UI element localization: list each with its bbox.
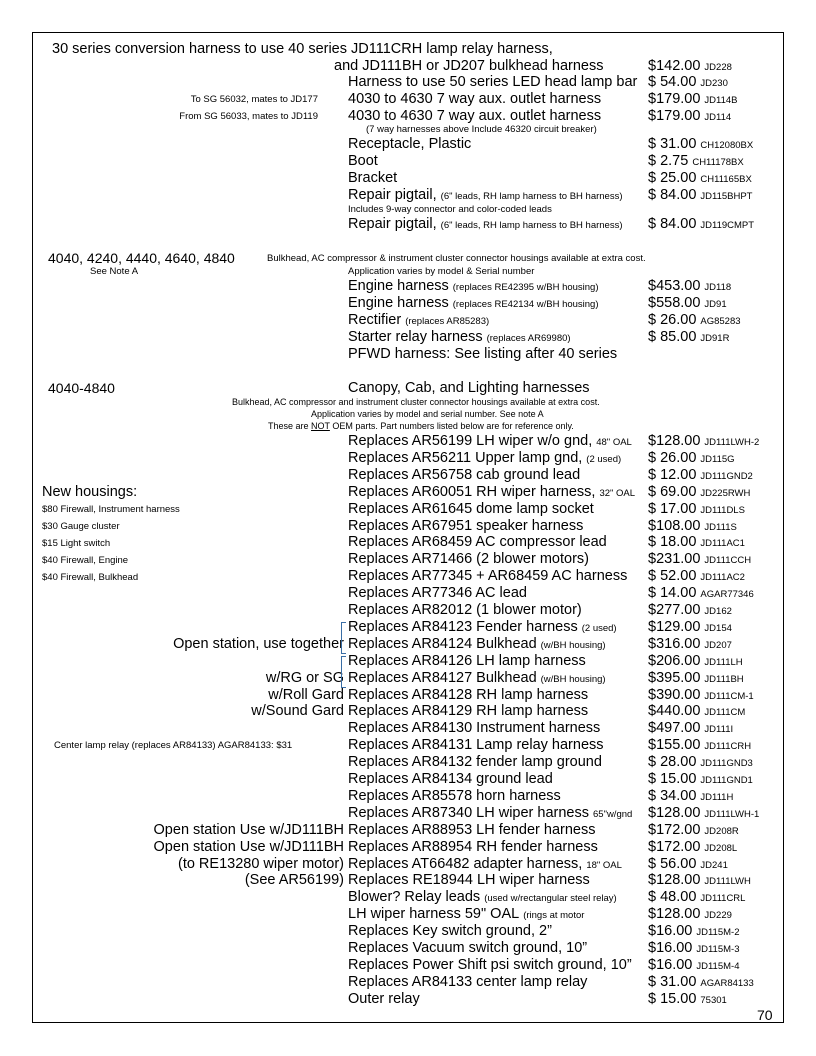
item-price: $ 15.00 JD111GND1 — [648, 771, 753, 787]
application-note: Application varies by model & Serial number — [348, 266, 535, 277]
item-description: Replaces AR84132 fender lamp ground — [348, 754, 602, 770]
section-note: Bulkhead, AC compressor & instrument cluster connector housings available at extra cost. — [267, 253, 646, 264]
item-note: (w/BH housing) — [540, 640, 606, 651]
item-code: CH11178BX — [692, 157, 744, 168]
item-description: Harness to use 50 series LED head lamp bar — [348, 74, 638, 90]
item-price: $440.00 JD111CM — [648, 703, 746, 719]
item-description: Replaces AR84130 Instrument harness — [348, 720, 601, 736]
group-bracket — [341, 656, 346, 688]
item-price: $316.00 JD207 — [648, 636, 732, 652]
item-code: JD111CM — [704, 707, 746, 718]
item-price: $453.00 JD118 — [648, 278, 732, 294]
item-code: JD208L — [704, 843, 738, 854]
item-price: $395.00 JD111BH — [648, 670, 744, 686]
item-code: JD111CRH — [704, 741, 752, 752]
item-description: Replaces AT66482 adapter harness, 18" OAL — [348, 856, 622, 872]
item-code: 75301 — [700, 995, 727, 1006]
item-note: (2 used) — [586, 454, 622, 465]
item-code: JD91R — [700, 333, 730, 344]
item-price: $ 14.00 AGAR77346 — [648, 585, 754, 601]
item-description: Replaces AR84129 RH lamp harness — [348, 703, 589, 719]
item-price: $ 84.00 JD119CMPT — [648, 216, 755, 232]
item-price: $ 48.00 JD111CRL — [648, 889, 746, 905]
item-description: Rectifier (replaces AR85283) — [348, 312, 490, 328]
item-price: $ 31.00 CH12080BX — [648, 136, 754, 152]
item-note: (replaces RE42395 w/BH housing) — [452, 282, 599, 293]
section-heading: Canopy, Cab, and Lighting harnesses — [348, 380, 590, 396]
item-code: JD111AC2 — [700, 572, 745, 583]
row-left-label: w/Sound Gard — [251, 703, 344, 719]
item-description: Replaces AR68459 AC compressor lead — [348, 534, 607, 550]
item-description: Replaces AR84124 Bulkhead (w/BH housing) — [348, 636, 606, 652]
row-left-label: (See AR56199) — [244, 872, 344, 888]
group-bracket — [341, 622, 346, 654]
item-price: $16.00 JD115M-4 — [648, 957, 740, 973]
item-code: JD115M-2 — [696, 927, 740, 938]
item-note: (6" leads, RH lamp harness to BH harness) — [440, 191, 623, 202]
item-description: Replaces AR84123 Fender harness (2 used) — [348, 619, 617, 635]
row-left-label: (to RE13280 wiper motor) — [177, 856, 344, 872]
item-code: JD241 — [700, 860, 728, 871]
item-code: JD111S — [704, 522, 737, 533]
header-line-1: 30 series conversion harness to use 40 series JD111CRH lamp relay harness, — [52, 41, 553, 57]
item-price: $128.00 JD111LWH — [648, 872, 751, 888]
item-price: $206.00 JD111LH — [648, 653, 743, 669]
item-code: JD119CMPT — [700, 220, 755, 231]
item-description: Receptacle, Plastic — [348, 136, 472, 152]
item-code: JD115M-3 — [696, 944, 740, 955]
item-note: 65"w/gnd — [593, 809, 633, 820]
item-description: Replaces AR77346 AC lead — [348, 585, 527, 601]
item-code: JD111LWH — [704, 876, 751, 887]
item-description: Replaces AR84131 Lamp relay harness — [348, 737, 604, 753]
item-description: Repair pigtail, (6" leads, RH lamp harness to BH harness) — [348, 187, 623, 203]
item-price: $ 31.00 AGAR84133 — [648, 974, 754, 990]
item-note: (replaces RE42134 w/BH housing) — [452, 299, 599, 310]
section-title: 4040-4840 — [48, 380, 115, 396]
note-text: OEM parts. Part numbers listed below are for reference only. — [329, 421, 574, 431]
item-description: Replaces AR84128 RH lamp harness — [348, 687, 589, 703]
item-code: JD111DLS — [700, 505, 745, 516]
item-description: Replaces AR82012 (1 blower motor) — [348, 602, 582, 618]
item-code: JD154 — [704, 623, 732, 634]
item-note: 32" OAL — [599, 488, 636, 499]
item-description: Starter relay harness (replaces AR69980) — [348, 329, 571, 345]
item-description: Replaces AR60051 RH wiper harness, 32" OAL — [348, 484, 636, 500]
see-note: See Note A — [90, 266, 139, 277]
note-not: NOT — [311, 421, 330, 431]
row-left-label: Open station, use together — [173, 636, 344, 652]
item-code: JD118 — [704, 282, 732, 293]
item-note: (replaces AR85283) — [405, 316, 490, 327]
item-price: $155.00 JD111CRH — [648, 737, 752, 753]
item-price: $179.00 JD114B — [648, 91, 738, 107]
housing-item: $30 Gauge cluster — [42, 521, 120, 532]
item-price: $172.00 JD208R — [648, 822, 739, 838]
item-price: $179.00 JD114 — [648, 108, 732, 124]
item-code: JD111LH — [704, 657, 743, 668]
item-price: $108.00 JD111S — [648, 518, 737, 534]
item-note: (6" leads, RH lamp harness to BH harness) — [440, 220, 623, 231]
item-price: $ 34.00 JD111H — [648, 788, 734, 804]
subnote-2: Includes 9-way connector and color-coded leads — [348, 204, 552, 215]
housing-item: $80 Firewall, Instrument harness — [42, 504, 180, 515]
item-description: Replaces AR77345 + AR68459 AC harness — [348, 568, 628, 584]
row-left-label: w/Roll Gard — [268, 687, 344, 703]
item-description: Outer relay — [348, 991, 420, 1007]
item-description: Replaces Key switch ground, 2” — [348, 923, 552, 939]
item-description: Replaces AR56211 Upper lamp gnd, (2 used) — [348, 450, 622, 466]
item-code: JD111LWH-1 — [704, 809, 760, 820]
item-description: Replaces AR85578 horn harness — [348, 788, 561, 804]
item-price: $ 56.00 JD241 — [648, 856, 728, 872]
row-left-label: Open station Use w/JD111BH — [153, 839, 344, 855]
item-price: $ 15.00 75301 — [648, 991, 727, 1007]
housing-item: $40 Firewall, Engine — [42, 555, 129, 566]
item-note: (rings at motor — [523, 910, 585, 921]
item-price: $231.00 JD111CCH — [648, 551, 752, 567]
item-description: 4030 to 4630 7 way aux. outlet harness — [348, 108, 602, 124]
item-note: (replaces AR69980) — [486, 333, 571, 344]
item-price: $ 26.00 JD115G — [648, 450, 735, 466]
item-description: Replaces AR71466 (2 blower motors) — [348, 551, 589, 567]
item-code: JD207 — [704, 640, 732, 651]
item-price: $497.00 JD111I — [648, 720, 734, 736]
item-price: $128.00 JD229 — [648, 906, 732, 922]
item-code: JD111GND3 — [700, 758, 753, 769]
section-note-2: Application varies by model and serial number. See note A — [311, 409, 544, 419]
item-price: $ 26.00 AG85283 — [648, 312, 741, 328]
item-price: $ 12.00 JD111GND2 — [648, 467, 753, 483]
row-left-label: w/RG or SG — [265, 670, 344, 686]
row-left-label: Open station Use w/JD111BH — [153, 822, 344, 838]
item-price: $ 17.00 JD111DLS — [648, 501, 745, 517]
item-description: Replaces Vacuum switch ground, 10” — [348, 940, 588, 956]
item-code: JD111GND2 — [700, 471, 753, 482]
item-price: $ 28.00 JD111GND3 — [648, 754, 753, 770]
item-price: $ 25.00 CH11165BX — [648, 170, 752, 186]
item-price: $ 52.00 JD111AC2 — [648, 568, 745, 584]
item-description: Repair pigtail, (6" leads, RH lamp harness to BH harness) — [348, 216, 623, 232]
housing-item: $15 Light switch — [42, 538, 111, 549]
center-lamp-note: Center lamp relay (replaces AR84133) AGAR84133: $31 — [54, 740, 293, 751]
item-code: CH11165BX — [700, 174, 752, 185]
item-price: $ 18.00 JD111AC1 — [648, 534, 745, 550]
item-code: JD115M-4 — [696, 961, 740, 972]
item-description: Replaces Power Shift psi switch ground, 10” — [348, 957, 632, 973]
item-code: JD111GND1 — [700, 775, 753, 786]
item-description: Engine harness (replaces RE42134 w/BH housing) — [348, 295, 599, 311]
item-code: AGAR77346 — [700, 589, 754, 600]
item-code: JD111H — [700, 792, 734, 803]
item-code: JD111BH — [704, 674, 744, 685]
item-price: $142.00 JD228 — [648, 58, 732, 74]
item-description: Bracket — [348, 170, 398, 186]
section-note-3 — [268, 422, 574, 431]
item-code: JD111I — [704, 724, 734, 735]
item-code: AG85283 — [700, 316, 741, 327]
row-left-label: From SG 56033, mates to JD119 — [179, 111, 318, 122]
housing-item: $40 Firewall, Bulkhead — [42, 572, 139, 583]
item-note: (used w/rectangular steel relay) — [484, 893, 617, 904]
item-code: JD114B — [704, 95, 738, 106]
item-description: Engine harness (replaces RE42395 w/BH housing) — [348, 278, 599, 294]
item-code: JD111LWH-2 — [704, 437, 760, 448]
item-code: JD111AC1 — [700, 538, 745, 549]
new-housings-title: New housings: — [42, 484, 138, 500]
item-description: Replaces AR61645 dome lamp socket — [348, 501, 594, 517]
item-description: Replaces AR88953 LH fender harness — [348, 822, 596, 838]
item-description: Blower? Relay leads (used w/rectangular steel relay) — [348, 889, 617, 905]
page-number: 70 — [757, 1007, 773, 1023]
item-code: JD111CM-1 — [704, 691, 754, 702]
section-title: 4040, 4240, 4440, 4640, 4840 — [48, 250, 235, 266]
item-price: $16.00 JD115M-2 — [648, 923, 740, 939]
item-description: Replaces AR87340 LH wiper harness 65"w/gnd — [348, 805, 633, 821]
item-price: $ 84.00 JD115BHPT — [648, 187, 753, 203]
subnote: (7 way harnesses above Include 46320 circuit breaker) — [366, 124, 597, 135]
item-code: JD228 — [704, 62, 732, 73]
item-price: $ 69.00 JD225RWH — [648, 484, 751, 500]
item-note: (w/BH housing) — [540, 674, 606, 685]
item-price: $128.00 JD111LWH-2 — [648, 433, 760, 449]
item-price: $ 85.00 JD91R — [648, 329, 730, 345]
item-code: JD162 — [704, 606, 732, 617]
item-price: $390.00 JD111CM-1 — [648, 687, 754, 703]
item-code: JD111CRL — [700, 893, 746, 904]
item-code: JD225RWH — [700, 488, 751, 499]
item-description: Replaces AR84126 LH lamp harness — [348, 653, 586, 669]
item-description: Replaces AR84127 Bulkhead (w/BH housing) — [348, 670, 606, 686]
item-code: JD115BHPT — [700, 191, 753, 202]
item-description: Replaces AR84133 center lamp relay — [348, 974, 588, 990]
item-price: $128.00 JD111LWH-1 — [648, 805, 760, 821]
section-note-1: Bulkhead, AC compressor and instrument cluster connector housings available at extra cost. — [232, 397, 600, 407]
item-description: Boot — [348, 153, 378, 169]
item-price: $129.00 JD154 — [648, 619, 732, 635]
item-price: $ 54.00 JD230 — [648, 74, 728, 90]
note-text: These are — [268, 421, 312, 431]
item-description: and JD111BH or JD207 bulkhead harness — [334, 58, 604, 74]
item-note: (2 used) — [581, 623, 617, 634]
item-description: Replaces RE18944 LH wiper harness — [348, 872, 590, 888]
row-left-label: To SG 56032, mates to JD177 — [190, 94, 318, 105]
item-code: JD115G — [700, 454, 735, 465]
item-price: $558.00 JD91 — [648, 295, 727, 311]
item-code: JD229 — [704, 910, 732, 921]
item-code: JD230 — [700, 78, 728, 89]
item-price: $ 2.75 CH11178BX — [648, 153, 744, 169]
item-description: Replaces AR84134 ground lead — [348, 771, 553, 787]
item-code: JD114 — [704, 112, 732, 123]
item-description: LH wiper harness 59" OAL (rings at motor — [348, 906, 585, 922]
item-description: Replaces AR56758 cab ground lead — [348, 467, 581, 483]
item-note: 48" OAL — [596, 437, 632, 448]
item-description: Replaces AR88954 RH fender harness — [348, 839, 598, 855]
item-description: PFWD harness: See listing after 40 series — [348, 346, 618, 362]
item-code: JD111CCH — [704, 555, 752, 566]
item-code: JD91 — [704, 299, 727, 310]
item-description: 4030 to 4630 7 way aux. outlet harness — [348, 91, 602, 107]
item-code: JD208R — [704, 826, 739, 837]
item-code: CH12080BX — [700, 140, 754, 151]
item-price: $277.00 JD162 — [648, 602, 732, 618]
item-description: Replaces AR56199 LH wiper w/o gnd, 48" OAL — [348, 433, 632, 449]
item-price: $172.00 JD208L — [648, 839, 738, 855]
item-note: 18" OAL — [586, 860, 622, 871]
item-description: Replaces AR67951 speaker harness — [348, 518, 584, 534]
item-price: $16.00 JD115M-3 — [648, 940, 740, 956]
item-code: AGAR84133 — [700, 978, 754, 989]
